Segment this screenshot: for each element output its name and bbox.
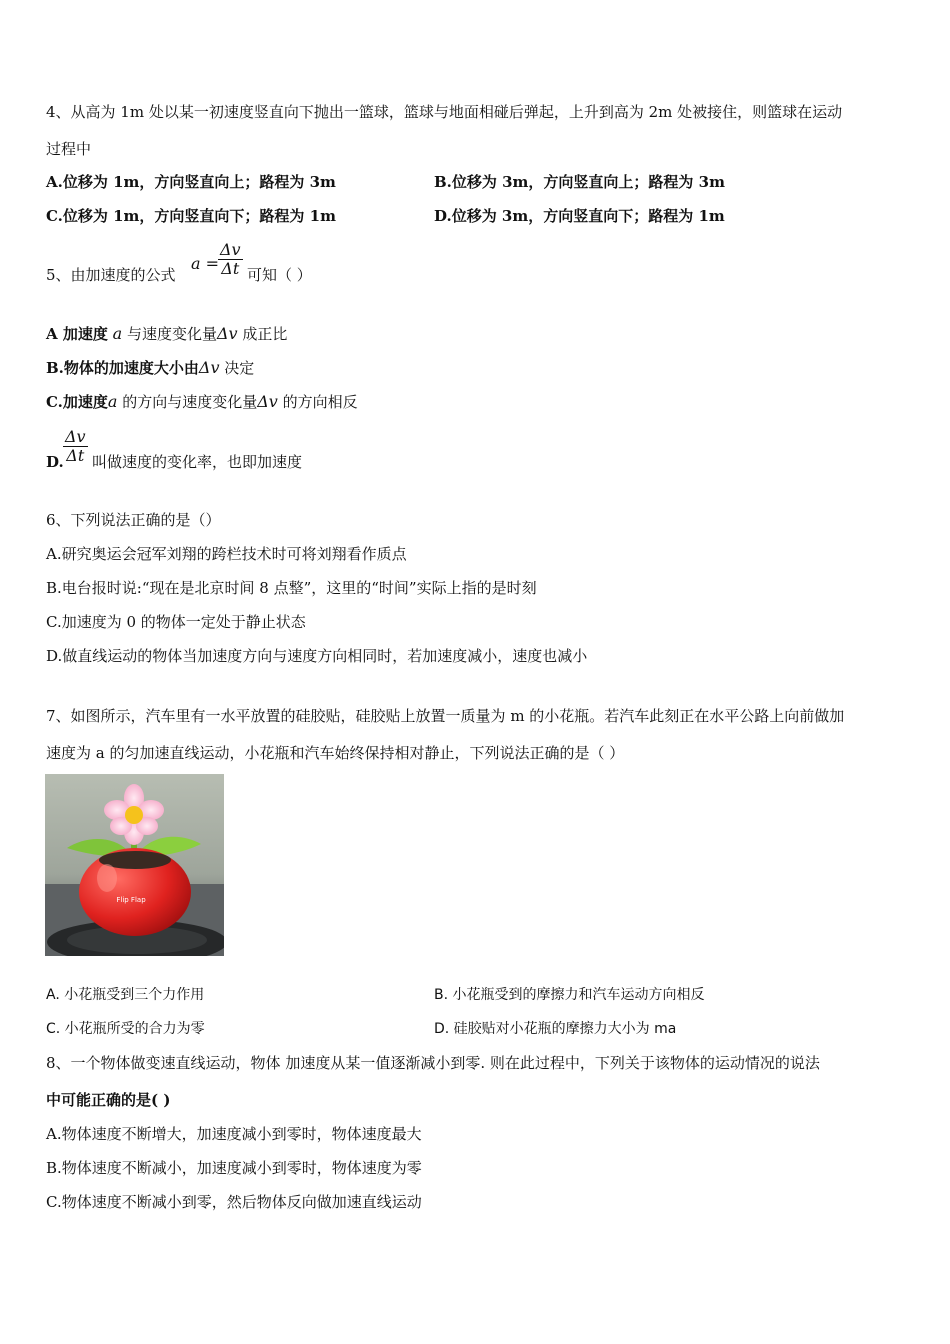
- q5-formula-fraction: [218, 241, 243, 278]
- q5-stem-post: 可知（ ）: [247, 266, 312, 284]
- q4-stem-line2: 过程中: [46, 140, 92, 158]
- q5-d-denominator: Δt: [66, 446, 85, 465]
- q8-option-c: C.物体速度不断减小到零，然后物体反向做加速直线运动: [46, 1193, 422, 1211]
- q5-formula-lhs: a =: [191, 254, 220, 273]
- q5-d-numerator: Δv: [65, 427, 86, 446]
- q5-option-a: A 加速度 a 与速度变化量Δv 成正比: [46, 324, 288, 343]
- q4-option-b: B.位移为 3m，方向竖直向上；路程为 3m: [434, 173, 725, 191]
- q8-option-a: A.物体速度不断增大，加速度减小到零时，物体速度最大: [46, 1125, 422, 1143]
- q6-option-c: C.加速度为 0 的物体一定处于静止状态: [46, 613, 306, 631]
- q7-stem-line1: 7、如图所示，汽车里有一水平放置的硅胶贴，硅胶贴上放置一质量为 m 的小花瓶。若汽车此刻正在水平公路上向前做加: [46, 707, 845, 725]
- q5-option-d-fraction: [63, 428, 88, 465]
- svg-text:Flip Flap: Flip Flap: [116, 896, 146, 904]
- q7-option-b: B. 小花瓶受到的摩擦力和汽车运动方向相反: [434, 987, 705, 1003]
- q5-fraction-denominator: Δt: [221, 259, 240, 278]
- q8-stem-line1: 8、一个物体做变速直线运动，物体 加速度从某一值逐渐减小到零. 则在此过程中，下列关于该物体的运动情况的说法: [46, 1054, 820, 1072]
- q5-option-d-text: 叫做速度的变化率，也即加速度: [92, 453, 303, 471]
- q6-option-d: D.做直线运动的物体当加速度方向与速度方向相同时，若加速度减小，速度也减小: [46, 647, 588, 665]
- q7-option-c: C. 小花瓶所受的合力为零: [46, 1021, 205, 1037]
- q4-option-c: C.位移为 1m，方向竖直向下；路程为 1m: [46, 207, 336, 225]
- q4-option-a: A.位移为 1m，方向竖直向上；路程为 3m: [46, 173, 336, 191]
- q6-stem: 6、下列说法正确的是（）: [46, 511, 221, 529]
- q5-option-b: B.物体的加速度大小由Δv 决定: [46, 358, 255, 377]
- q7-stem-line2: 速度为 a 的匀加速直线运动，小花瓶和汽车始终保持相对静止，下列说法正确的是（ ）: [46, 744, 625, 762]
- q5-option-c: C.加速度a 的方向与速度变化量Δv 的方向相反: [46, 392, 358, 411]
- q5-stem-pre: 5、由加速度的公式: [46, 266, 176, 284]
- q5-fraction-numerator: Δv: [220, 240, 241, 259]
- q4-option-d: D.位移为 3m，方向竖直向下；路程为 1m: [434, 207, 725, 225]
- q6-option-a: A.研究奥运会冠军刘翔的跨栏技术时可将刘翔看作质点: [46, 545, 407, 563]
- q8-option-b: B.物体速度不断减小，加速度减小到零时，物体速度为零: [46, 1159, 422, 1177]
- q5-option-d-label: D.: [46, 453, 64, 471]
- q7-option-d: D. 硅胶贴对小花瓶的摩擦力大小为 ma: [434, 1021, 677, 1037]
- q8-stem-line2: 中可能正确的是( ): [46, 1091, 171, 1109]
- q4-stem-line1: 4、从高为 1m 处以某一初速度竖直向下抛出一篮球，篮球与地面相碰后弹起，上升到高为 2m 处被接住，则篮球在运动: [46, 103, 843, 121]
- q7-option-a: A. 小花瓶受到三个力作用: [46, 987, 205, 1003]
- flower-pot-photo: [45, 774, 224, 956]
- q6-option-b: B.电台报时说:“现在是北京时间 8 点整”，这里的“时间”实际上指的是时刻: [46, 579, 537, 597]
